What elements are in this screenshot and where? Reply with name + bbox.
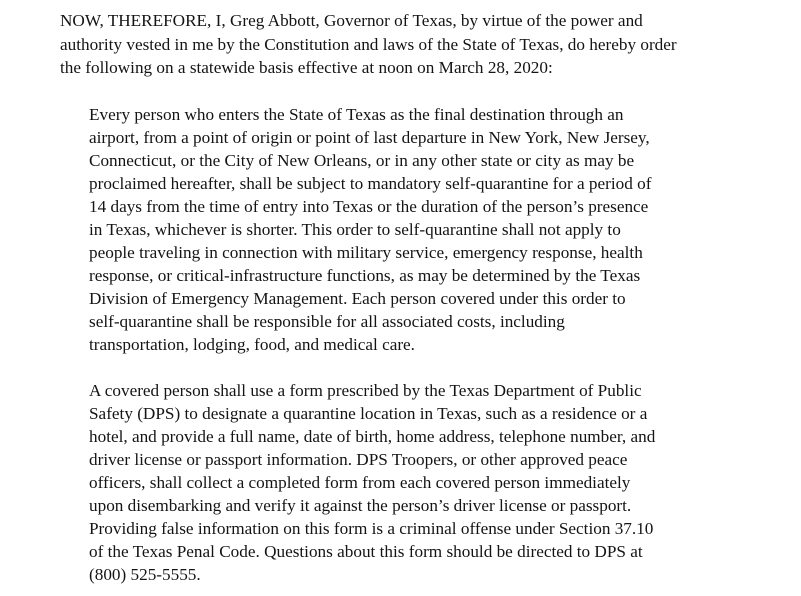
text-line: of the Texas Penal Code. Questions about this form should be directed to DPS at <box>89 542 643 561</box>
text-line: people traveling in connection with military service, emergency response, health <box>89 243 643 262</box>
text-line: proclaimed hereafter, shall be subject to mandatory self-quarantine for a period of <box>89 174 652 193</box>
text-line: Connecticut, or the City of New Orleans, or in any other state or city as may be <box>89 151 635 170</box>
text-line: (800) 525-5555. <box>89 565 201 584</box>
text-line: the following on a statewide basis effective at noon on March 28, 2020: <box>60 58 553 77</box>
text-line: authority vested in me by the Constitution and laws of the State of Texas, do hereby order <box>60 35 677 54</box>
text-line: Providing false information on this form is a criminal offense under Section 37.10 <box>89 519 654 538</box>
text-line: airport, from a point of origin or point of last departure in New York, New Jersey, <box>89 128 650 147</box>
text-line: Every person who enters the State of Texas as the final destination through an <box>89 105 624 124</box>
text-line: NOW, THEREFORE, I, Greg Abbott, Governor of Texas, by virtue of the power and <box>60 11 643 30</box>
text-line: A covered person shall use a form prescribed by the Texas Department of Public <box>89 381 642 400</box>
text-line: upon disembarking and verify it against the person’s driver license or passport. <box>89 496 632 515</box>
text-line: Division of Emergency Management. Each person covered under this order to <box>89 289 626 308</box>
text-line: Safety (DPS) to designate a quarantine location in Texas, such as a residence or a <box>89 404 648 423</box>
text-line: in Texas, whichever is shorter. This order to self-quarantine shall not apply to <box>89 220 621 239</box>
text-line: officers, shall collect a completed form from each covered person immediately <box>89 473 631 492</box>
text-line: response, or critical-infrastructure functions, as may be determined by the Texas <box>89 266 641 285</box>
text-line: driver license or passport information. DPS Troopers, or other approved peace <box>89 450 628 469</box>
text-line: self-quarantine shall be responsible for all associated costs, including <box>89 312 565 331</box>
text-line: 14 days from the time of entry into Texas or the duration of the person’s presence <box>89 197 649 216</box>
text-line: transportation, lodging, food, and medical care. <box>89 335 415 354</box>
text-line: hotel, and provide a full name, date of birth, home address, telephone number, and <box>89 427 656 446</box>
